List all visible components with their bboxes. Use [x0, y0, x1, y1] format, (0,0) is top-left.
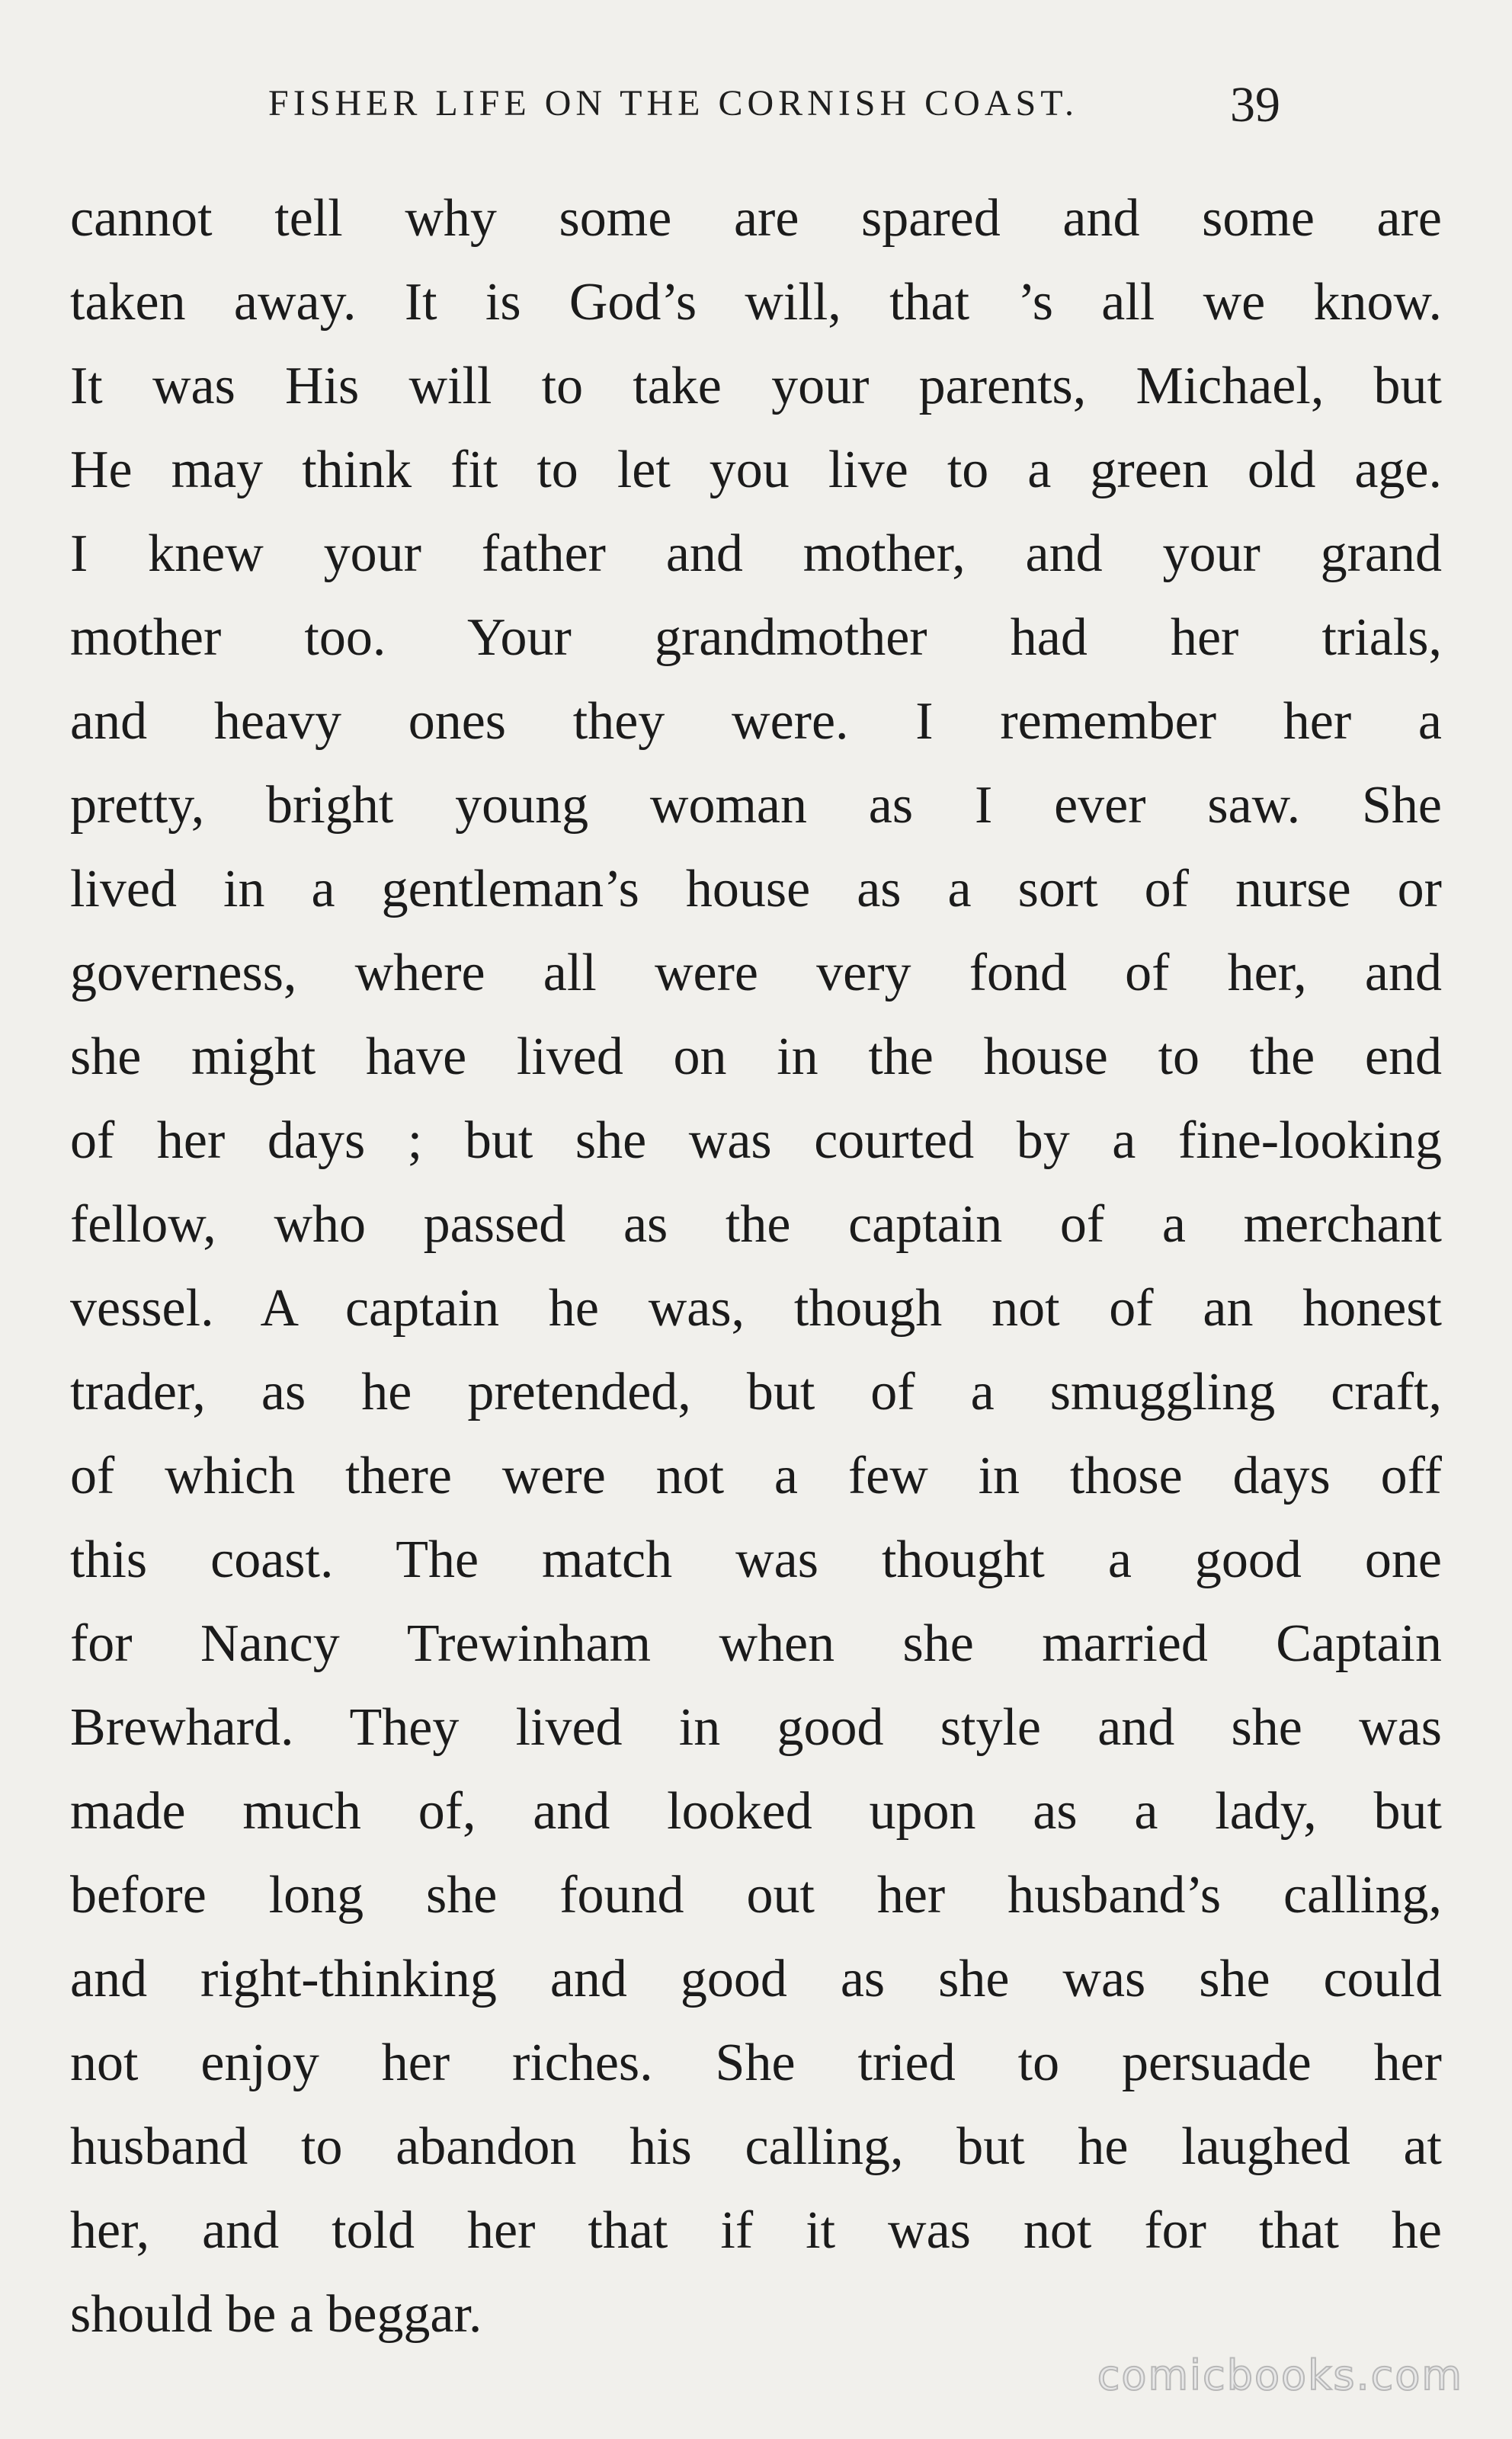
text-line: cannot tell why some are spared and some are	[70, 189, 1442, 248]
text-line: fellow, who passed as the captain of a merchant	[70, 1195, 1442, 1254]
running-title: FISHER LIFE ON THE CORNISH COAST.	[268, 83, 1078, 123]
text-line: I knew your father and mother, and your grand	[70, 524, 1442, 583]
text-line: of which there were not a few in those days off	[70, 1447, 1442, 1505]
page-number: 39	[1230, 77, 1280, 133]
text-line: before long she found out her husband’s calling,	[70, 1866, 1442, 1925]
watermark: comicbooks.com	[1097, 2351, 1463, 2399]
text-line: and heavy ones they were. I remember her a	[70, 692, 1442, 751]
text-line: mother too. Your grandmother had her trials,	[70, 608, 1442, 667]
text-line: It was His will to take your parents, Michael, but	[70, 357, 1442, 415]
text-line: husband to abandon his calling, but he laughed at	[70, 2117, 1442, 2176]
text-line: not enjoy her riches. She tried to persuade her	[70, 2034, 1442, 2092]
text-line: of her days ; but she was courted by a fine-looking	[70, 1111, 1442, 1170]
body-text	[70, 177, 1442, 2357]
text-line: for Nancy Trewinham when she married Captain	[70, 1614, 1442, 1673]
text-line: pretty, bright young woman as I ever saw. She	[70, 776, 1442, 835]
text-line: governess, where all were very fond of her, and	[70, 944, 1442, 1002]
running-head	[259, 76, 1280, 137]
text-line-last: should be a beggar.	[70, 2285, 482, 2344]
text-line: and right-thinking and good as she was she could	[70, 1950, 1442, 2008]
text-line: lived in a gentleman’s house as a sort of nurse or	[70, 860, 1442, 918]
text-line: He may think fit to let you live to a green old age.	[70, 441, 1442, 499]
text-line: Brewhard. They lived in good style and she was	[70, 1698, 1442, 1757]
text-line: she might have lived on in the house to the end	[70, 1027, 1442, 1086]
text-line: this coast. The match was thought a good one	[70, 1530, 1442, 1589]
text-line: made much of, and looked upon as a lady, but	[70, 1782, 1442, 1841]
text-line: vessel. A captain he was, though not of an honest	[70, 1279, 1442, 1338]
text-line: her, and told her that if it was not for that he	[70, 2201, 1442, 2260]
text-line: taken away. It is God’s will, that ’s all we know.	[70, 273, 1442, 332]
text-line: trader, as he pretended, but of a smuggling craft,	[70, 1363, 1442, 1421]
